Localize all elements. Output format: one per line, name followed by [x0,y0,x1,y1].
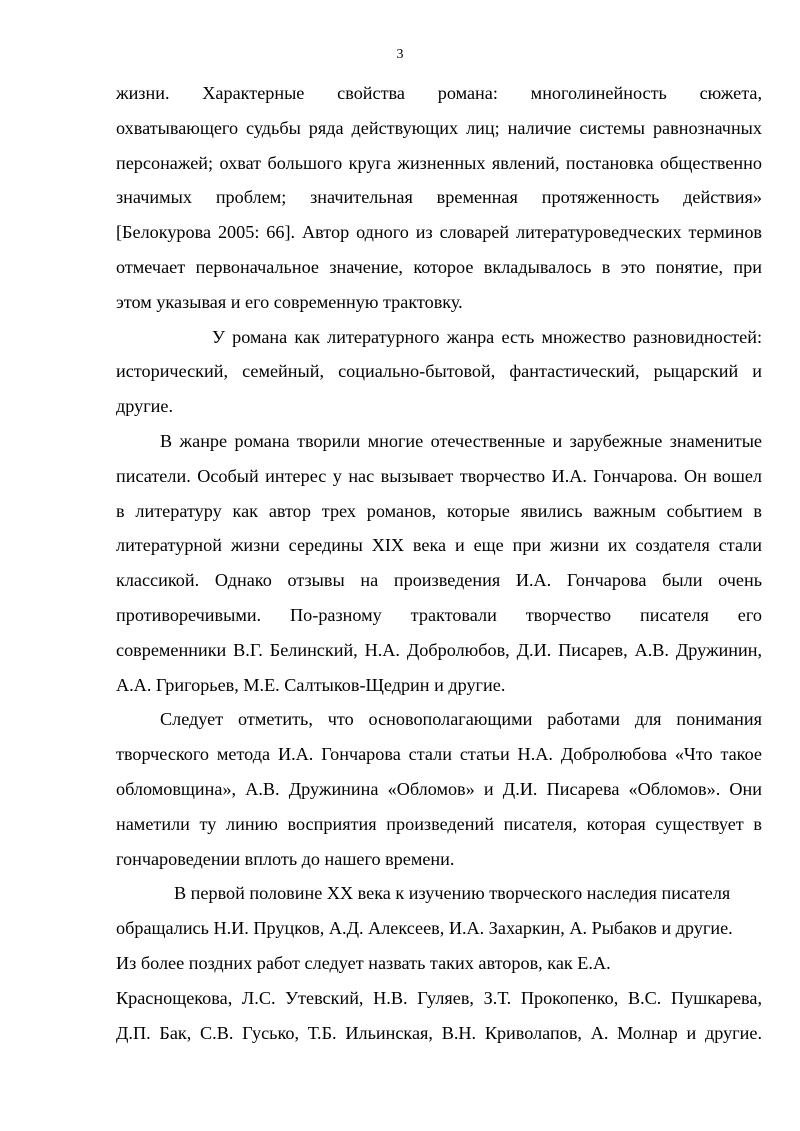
text-line: А.А. Григорьев, М.Е. Салтыков-Щедрин и другие. [116,674,506,695]
paragraph [116,320,762,424]
text-line: отмечает первоначальное значение, которое вкладывалось в это понятие, при [116,256,762,277]
body-text [116,76,762,1050]
text-line: охватывающего судьбы ряда действующих лиц; наличие системы равнозначных [116,117,762,138]
paragraph [116,424,762,702]
text-line: В первой половине XX века к изучению творческого наследия писателя [174,883,731,904]
text-line: противоречивыми. По-разному трактовали творчество писателя его [116,604,762,625]
text-line: творческого метода И.А. Гончарова стали статьи Н.А. Добролюбова «Что такое [116,744,762,765]
text-line: классикой. Однако отзывы на произведения И.А. Гончарова были очень [116,570,762,591]
page-number: 3 [396,47,404,62]
text-line: другие. [116,396,174,417]
paragraph [116,702,762,876]
text-line: значимых проблем; значительная временная протяженность действия» [116,187,762,208]
text-line: этом указывая и его современную трактовку. [116,291,463,312]
text-line: литературной жизни середины XIX века и еще при жизни их создателя стали [116,535,762,556]
paragraph [116,876,762,1050]
text-line: [Белокурова 2005: 66]. Автор одного из словарей литературоведческих терминов [116,222,762,243]
text-line: обращались Н.И. Пруцков, А.Д. Алексеев, И.А. Захаркин, А. Рыбаков и другие. [116,918,733,939]
text-line: современники В.Г. Белинский, Н.А. Добролюбов, Д.И. Писарев, А.В. Дружинин, [116,639,762,660]
text-line: Следует отметить, что основополагающими работами для понимания [160,709,762,730]
paragraph [116,76,762,320]
text-line: обломовщина», А.В. Дружинина «Обломов» и Д.И. Писарева «Обломов». Они [116,778,762,799]
text-line: персонажей; охват большого круга жизненных явлений, постановка общественно [116,152,762,173]
text-line: У романа как литературного жанра есть множество разновидностей: [212,326,762,347]
text-line: писатели. Особый интерес у нас вызывает творчество И.А. Гончарова. Он вошел [116,465,762,486]
text-line: жизни. Характерные свойства романа: многолинейность сюжета, [116,83,762,103]
text-line: Из более поздних работ следует назвать таких авторов, как Е.А. [116,952,611,973]
text-line: Краснощекова, Л.С. Утевский, Н.В. Гуляев, З.Т. Прокопенко, В.С. Пушкарева, [116,987,762,1008]
text-line: Д.П. Бак, С.В. Гусько, Т.Б. Ильинская, В.Н. Криволапов, А. Молнар и другие. [116,1022,762,1043]
text-line: В жанре романа творили многие отечественные и зарубежные знаменитые [160,430,762,451]
text-line: гончароведении вплоть до нашего времени. [116,848,455,869]
text-line: исторический, семейный, социально-бытовой, фантастический, рыцарский и [116,361,762,382]
text-line: в литературу как автор трех романов, которые явились важным событием в [116,500,762,521]
text-line: наметили ту линию восприятия произведений писателя, которая существует в [116,813,762,834]
